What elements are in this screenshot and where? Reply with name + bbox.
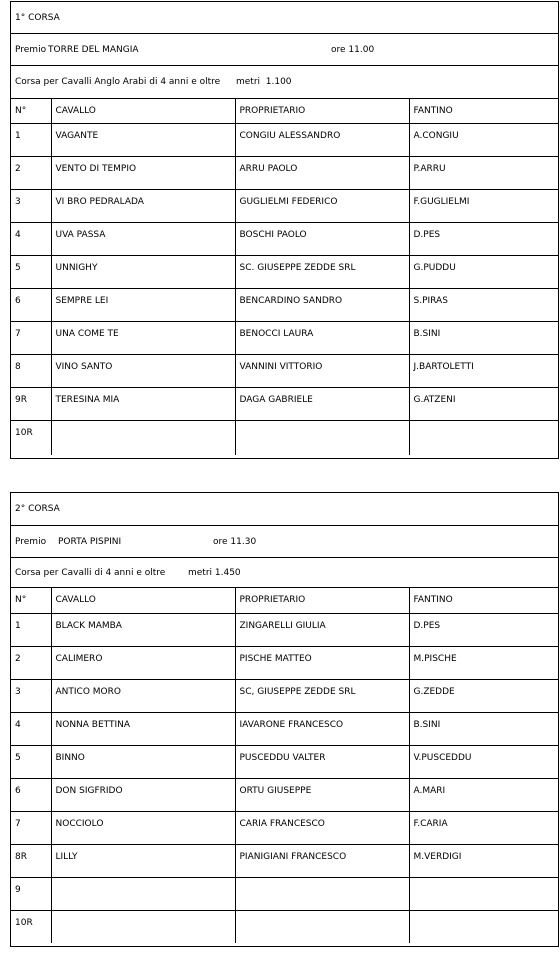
table-row [11,123,558,156]
entry-jockey: S.PIRAS [409,288,558,321]
table-header-row [11,588,558,613]
entry-number: 4 [11,222,51,255]
entry-jockey: G.ATZENI [409,387,558,420]
race-title-row [11,493,558,526]
entry-number: 5 [11,255,51,288]
entry-number: 2 [11,646,51,679]
entry-jockey: M.VERDIGI [409,844,558,877]
description-row [11,66,558,99]
entry-jockey: D.PES [409,222,558,255]
entry-jockey: A.MARI [409,778,558,811]
header-jockey: FANTINO [409,588,558,613]
premio-name: PORTA PISPINI [58,536,122,547]
entries-table [11,99,558,455]
table-row [11,288,558,321]
entry-jockey [409,420,558,455]
entry-jockey: G.ZEDDE [409,679,558,712]
race-card-2 [10,492,559,947]
entry-jockey [409,910,558,943]
entry-horse: ANTICO MORO [51,679,235,712]
premio-name: TORRE DEL MANGIA [48,44,139,55]
entry-jockey: B.SINI [409,712,558,745]
entry-number: 2 [11,156,51,189]
entry-owner [235,910,409,943]
entry-owner: CARIA FRANCESCO [235,811,409,844]
table-row [11,877,558,910]
race-description: Corsa per Cavalli di 4 anni e oltre [15,567,166,578]
entry-owner: ZINGARELLI GIULIA [235,613,409,646]
entry-horse: UNNIGHY [51,255,235,288]
race-distance: metri 1.450 [188,567,241,578]
entry-number: 6 [11,288,51,321]
description-row [11,558,558,588]
entry-number: 3 [11,189,51,222]
entry-horse: SEMPRE LEI [51,288,235,321]
table-row [11,222,558,255]
entry-owner: BOSCHI PAOLO [235,222,409,255]
premio-row [11,526,558,558]
table-row [11,646,558,679]
table-header-row [11,99,558,123]
entry-horse: NOCCIOLO [51,811,235,844]
entry-jockey: A.CONGIU [409,123,558,156]
premio-label: Premio [15,44,47,55]
entry-jockey [409,877,558,910]
entry-owner: CONGIU ALESSANDRO [235,123,409,156]
table-row [11,387,558,420]
entries-table [11,588,558,943]
entry-horse: BINNO [51,745,235,778]
entry-number: 9R [11,387,51,420]
race-time: ore 11.00 [331,44,375,55]
entry-number: 8R [11,844,51,877]
entry-number: 4 [11,712,51,745]
entry-owner: BENOCCI LAURA [235,321,409,354]
entry-horse: UVA PASSA [51,222,235,255]
entry-jockey: J.BARTOLETTI [409,354,558,387]
entry-jockey: F.GUGLIELMI [409,189,558,222]
race-title-row [11,2,558,34]
race-title: 1° CORSA [15,12,60,23]
table-row [11,778,558,811]
table-row [11,679,558,712]
entry-owner [235,420,409,455]
entry-jockey: B.SINI [409,321,558,354]
table-row [11,613,558,646]
entry-owner: SC. GIUSEPPE ZEDDE SRL [235,255,409,288]
entry-horse [51,877,235,910]
entry-horse: NONNA BETTINA [51,712,235,745]
table-row [11,189,558,222]
entry-horse: LILLY [51,844,235,877]
table-row [11,321,558,354]
header-number: N° [11,588,51,613]
header-horse: CAVALLO [51,588,235,613]
entry-jockey: P.ARRU [409,156,558,189]
entry-owner: ORTU GIUSEPPE [235,778,409,811]
entry-number: 1 [11,613,51,646]
race-distance: metri 1.100 [236,77,292,87]
entry-horse: VINO SANTO [51,354,235,387]
entry-number: 10R [11,420,51,455]
entry-horse: CALIMERO [51,646,235,679]
entry-horse [51,420,235,455]
header-jockey: FANTINO [409,99,558,123]
entry-owner: DAGA GABRIELE [235,387,409,420]
entry-number: 10R [11,910,51,943]
entry-owner: PUSCEDDU VALTER [235,745,409,778]
table-row [11,420,558,455]
entry-horse: UNA COME TE [51,321,235,354]
entry-jockey: F.CARIA [409,811,558,844]
entry-jockey: G.PUDDU [409,255,558,288]
race-time: ore 11.30 [213,536,257,547]
entry-horse: VAGANTE [51,123,235,156]
entry-owner: PIANIGIANI FRANCESCO [235,844,409,877]
entry-number: 5 [11,745,51,778]
entry-owner: BENCARDINO SANDRO [235,288,409,321]
header-horse: CAVALLO [51,99,235,123]
entry-horse: TERESINA MIA [51,387,235,420]
race-title: 2° CORSA [15,504,60,514]
entry-number: 6 [11,778,51,811]
entry-owner: SC, GIUSEPPE ZEDDE SRL [235,679,409,712]
entry-number: 7 [11,811,51,844]
entry-jockey: M.PISCHE [409,646,558,679]
premio-row [11,34,558,66]
premio-label: Premio [15,536,47,547]
header-number: N° [11,99,51,123]
entry-number: 9 [11,877,51,910]
header-owner: PROPRIETARIO [235,99,409,123]
entry-number: 8 [11,354,51,387]
entry-owner: VANNINI VITTORIO [235,354,409,387]
entry-horse: VI BRO PEDRALADA [51,189,235,222]
entry-number: 1 [11,123,51,156]
entry-owner: IAVARONE FRANCESCO [235,712,409,745]
entry-number: 3 [11,679,51,712]
entry-horse: DON SIGFRIDO [51,778,235,811]
entry-owner [235,877,409,910]
entry-horse: BLACK MAMBA [51,613,235,646]
entry-owner: PISCHE MATTEO [235,646,409,679]
table-row [11,156,558,189]
entry-owner: ARRU PAOLO [235,156,409,189]
entry-jockey: D.PES [409,613,558,646]
table-row [11,712,558,745]
table-row [11,745,558,778]
table-row [11,910,558,943]
race-description: Corsa per Cavalli Anglo Arabi di 4 anni e oltre [15,77,221,87]
entry-horse [51,910,235,943]
table-row [11,255,558,288]
entry-jockey: V.PUSCEDDU [409,745,558,778]
header-owner: PROPRIETARIO [235,588,409,613]
table-row [11,844,558,877]
race-card-1 [10,1,559,459]
table-row [11,811,558,844]
entry-owner: GUGLIELMI FEDERICO [235,189,409,222]
entry-number: 7 [11,321,51,354]
table-row [11,354,558,387]
entry-horse: VENTO DI TEMPIO [51,156,235,189]
